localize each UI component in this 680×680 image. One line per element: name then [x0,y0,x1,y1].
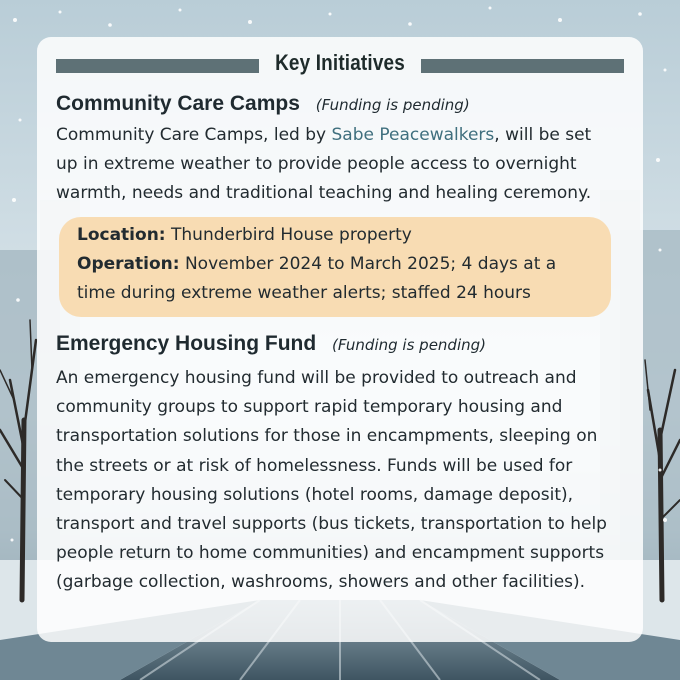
section-community-care-camps-body [56,121,636,209]
initiatives-card [37,37,643,642]
body-line: up in extreme weather to provide people access to overnight [56,154,577,175]
section-heading-text: Emergency Housing Fund [56,332,317,355]
body-line: the streets or at risk of homelessness. Funds will be used for [56,455,573,476]
operation-line-2: time during extreme weather alerts; staffed 24 hours [77,283,531,303]
section-community-care-camps-heading [56,92,470,116]
funding-status: (Funding is pending) [315,96,470,114]
body-line: transport and travel supports (bus tickets, transportation to help [56,514,607,535]
location-value: Thunderbird House property [171,225,412,245]
body-line: (garbage collection, washrooms, showers and other facilities). [56,572,586,593]
body-line: community groups to support rapid temporary housing and [56,397,563,418]
section-emergency-housing-fund-body [56,364,636,598]
body-line: An emergency housing fund will be provided to outreach and [56,368,577,388]
details-callout [59,217,611,317]
location-line [77,225,412,245]
operation-line [77,254,556,274]
body-line: temporary housing solutions (hotel rooms, damage deposit), [56,484,574,505]
body-line: Community Care Camps, led by Sabe Peacewalkers, will be set [56,125,592,145]
sabe-peacewalkers-link[interactable]: Sabe Peacewalkers [331,125,495,145]
body-line: transportation solutions for those in encampments, sleeping on [56,426,598,447]
body-line: warmth, needs and traditional teaching and healing ceremony. [56,183,592,204]
page-title: Key Initiatives [275,50,405,75]
body-line: people return to home communities) and encampment supports [56,543,605,564]
section-emergency-housing-fund-heading [56,332,486,356]
operation-value: November 2024 to March 2025; 4 days at a [184,254,557,274]
operation-label: Operation: [77,254,180,274]
section-heading-text: Community Care Camps [56,92,300,115]
funding-status: (Funding is pending) [332,336,486,354]
location-label: Location: [77,225,166,245]
